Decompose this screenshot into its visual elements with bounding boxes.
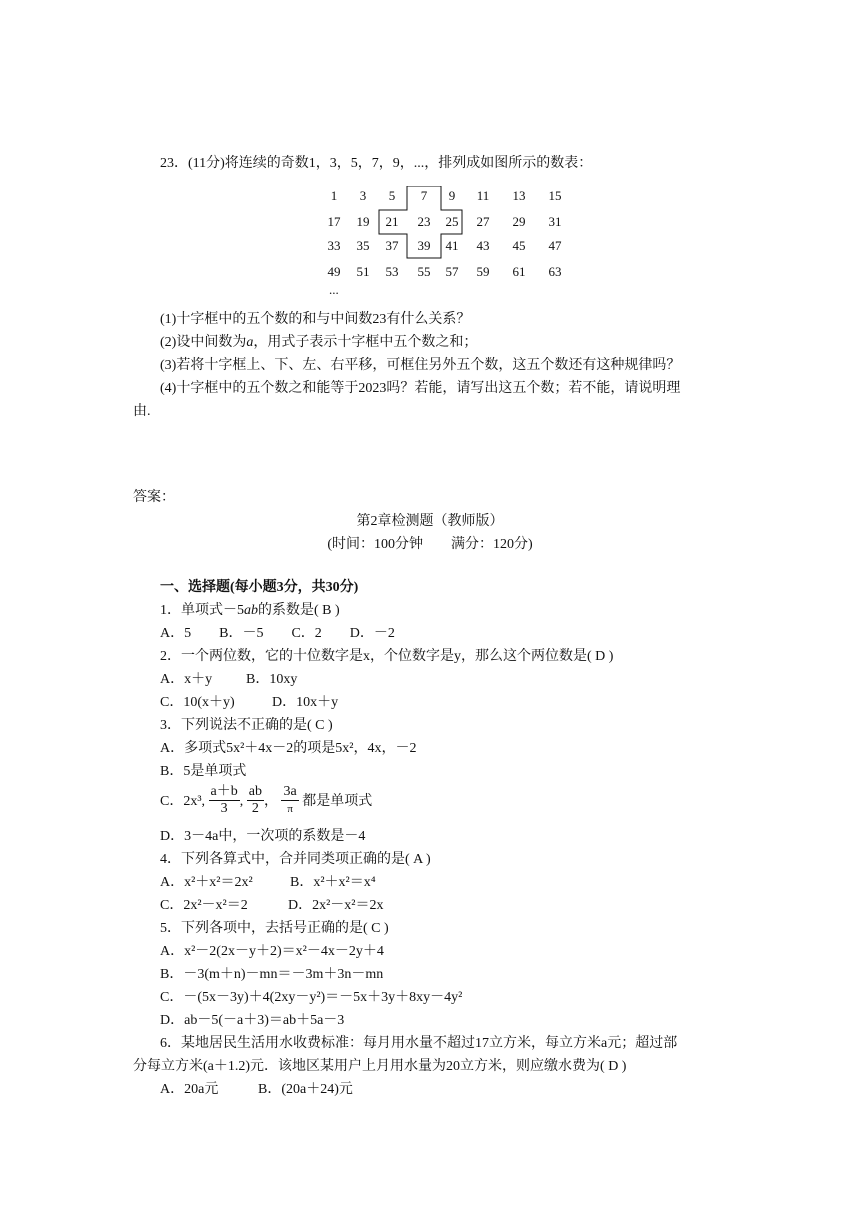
fraction-3-num: 3a [283,783,297,799]
fraction-3 [281,784,298,817]
q2-option-d: D．10x＋y [272,695,339,710]
q23-sub2 [160,333,477,353]
q4-option-a: A．x²＋x²＝2x² [160,875,253,890]
fraction-3-den: π [287,802,293,815]
grid-cell: 7 [420,188,428,203]
q23-sub2-a: (2)设中间数为 [160,335,247,350]
q3-option-b: B．5是单项式 [160,764,247,779]
q2-option-c: C．10(x＋y) [160,695,235,710]
q5-option-b: B．－3(m＋n)－mn＝－3m＋3n－mn [160,967,384,982]
q6-option-b: B．(20a＋24)元 [258,1082,353,1097]
grid-cell: 33 [327,238,341,253]
grid-cell: 17 [327,214,341,229]
q3-option-c [160,782,372,822]
grid-cell: 63 [548,264,562,279]
grid-cell: 43 [476,238,490,253]
q23-stem-text: 23．(11分)将连续的奇数1，3，5，7，9，...，排列成如图所示的数表： [160,156,593,171]
q6-option-a: A．20a元 [160,1082,219,1097]
grid-cell: 35 [356,238,370,253]
page-subtitle: (时间：100分钟 满分：120分) [327,537,533,552]
q3-option-a: A．多项式5x²＋4x－2的项是5x²，4x，－2 [160,741,417,756]
q3-comma-1: , [239,794,244,809]
q1-options: A．5 B．－5 C．2 D．－2 [160,626,395,641]
grid-cell: 23 [417,214,431,229]
fraction-1-den: 3 [220,800,228,816]
fraction-2-den: 2 [251,800,259,816]
grid-cell: 39 [417,238,431,253]
q23-sub4-line1: (4)十字框中的五个数之和能等于2023吗？若能，请写出这五个数；若不能，请说明理 [160,381,681,396]
odd-number-grid [317,186,582,296]
fraction-1 [209,784,240,817]
q4-option-d: D．2x²－x²＝2x [288,898,384,913]
grid-cell: 19 [356,214,370,229]
grid-cell: 9 [448,188,456,203]
q23-sub2-b: ，用式子表示十字框中五个数之和； [253,335,478,350]
q2-option-b: B．10xy [246,672,298,687]
q1-stem [160,601,340,621]
page-title: 第2章检测题（教师版） [356,514,504,529]
q5-option-d: D．ab－5(－a＋3)＝ab＋5a－3 [160,1013,345,1028]
fraction-2-num: ab [248,783,262,799]
grid-cell: 47 [548,238,562,253]
q3-option-c-suffix: 都是单项式 [302,794,373,809]
q23-sub1: (1)十字框中的五个数的和与中间数23有什么关系？ [160,312,471,327]
grid-cell: 27 [476,214,490,229]
fraction-2 [247,784,264,817]
q5-option-c: C．－(5x－3y)＋4(2xy－y²)＝－5x＋3y＋8xy－4y² [160,990,463,1005]
answer-label: 答案： [133,490,175,505]
grid-cell: 41 [445,238,459,253]
grid-cell: 57 [445,264,459,279]
q5-option-a: A．x²－2(2x－y＋2)＝x²－4x－2y＋4 [160,944,384,959]
grid-cell: 29 [512,214,526,229]
grid-cell: 51 [356,264,370,279]
q2-stem: 2．一个两位数，它的十位数字是x，个位数字是y，那么这个两位数是( D ) [160,649,614,664]
q5-stem: 5．下列各项中，去括号正确的是( C ) [160,921,389,936]
q23-sub3: (3)若将十字框上、下、左、右平移，可框住另外五个数，这五个数还有这种规律吗？ [160,358,681,373]
q23-stem [160,154,592,174]
grid-cell: 45 [512,238,526,253]
q3-option-c-prefix: C．2x³, [160,794,206,809]
grid-cell: 59 [476,264,490,279]
grid-cell: 53 [385,264,399,279]
grid-cell: 1 [330,188,338,203]
grid-cell: 49 [327,264,341,279]
grid-ellipsis: ... [329,282,339,297]
grid-cell: 55 [417,264,431,279]
grid-cell: 15 [548,188,562,203]
grid-cell: 61 [512,264,526,279]
q4-stem: 4．下列各算式中，合并同类项正确的是( A ) [160,852,431,867]
grid-cell: 25 [445,214,459,229]
fraction-1-num: a＋b [210,783,238,799]
q4-option-b: B．x²＋x²＝x⁴ [290,875,376,890]
q6-line1: 6．某地居民生活用水收费标准：每月用水量不超过17立方米，每立方米a元；超过部 [160,1036,678,1051]
section-heading: 一、选择题(每小题3分，共30分) [160,580,359,595]
q1-stem-b: 的系数是( B ) [258,603,340,618]
q6-line2: 分每立方米(a＋1.2)元．该地区某用户上月用水量为20立方米，则应缴水费为( D ) [133,1059,627,1074]
grid-cell: 37 [385,238,399,253]
q4-option-c: C．2x²－x²＝2 [160,898,248,913]
q1-stem-var: ab [244,603,258,618]
q3-comma-2: ， [263,794,278,809]
q3-option-d: D．3－4a中，一次项的系数是－4 [160,829,366,844]
grid-cell: 11 [476,188,490,203]
q3-stem: 3．下列说法不正确的是( C ) [160,718,333,733]
q23-sub4-line2: 由. [133,404,151,419]
q2-option-a: A．x＋y [160,672,213,687]
q23-sub2-var: a [246,335,254,350]
grid-cell: 13 [512,188,526,203]
grid-cell: 5 [388,188,396,203]
grid-cell: 31 [548,214,562,229]
grid-cell: 3 [359,188,367,203]
q1-stem-a: 1．单项式－5 [160,603,244,618]
grid-cell: 21 [385,214,399,229]
